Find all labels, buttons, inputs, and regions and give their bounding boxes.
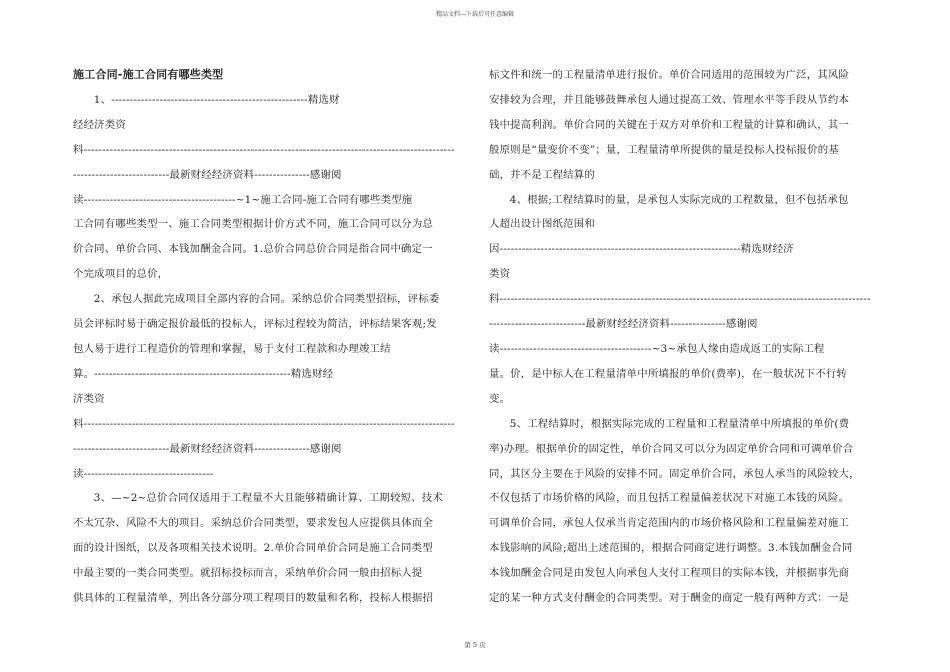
paragraph-2-line: 包人易于进行工程造价的管理和掌握，易于支付工程款和办理竣工结 xyxy=(73,342,391,355)
paragraph-5-line: 同，其区分主要在于风险的安排不同。固定单价合同，承包人承当的风险较大， xyxy=(489,467,860,480)
paragraph-2-line: 算。-----------------------------------------------------精选财经 xyxy=(73,367,334,380)
paragraph-4-line: 读-----------------------------------------~3~承包人缘由造成返工的实际工程 xyxy=(489,342,825,355)
paragraph-3-line: 钱中提高利润。单价合同的关键在于双方对单价和工程量的计算和确认，其一 xyxy=(489,118,850,131)
paragraph-4-line: 因-----------------------------------------------------------------精选财经济 xyxy=(489,243,794,256)
paragraph-5-line: 本钱加酬金合同是由发包人向承包人支付工程项目的实际本钱，并根据事先商 xyxy=(489,567,850,580)
paragraph-1-line: 1、-----------------------------------------------------精选财 xyxy=(93,93,340,106)
paragraph-3-line: 中最主要的一类合同类型。就招标投标而言，采纳单价合同一般由招标人提 xyxy=(73,567,423,580)
paragraph-4-line: 类资 xyxy=(489,268,511,281)
paragraph-1-line: 价合同、单价合同、本钱加酬金合同。1.总价合同总价合同是指合同中确定一 xyxy=(73,243,433,256)
left-column xyxy=(73,63,458,611)
paragraph-3-line: 不太冗杂、风险不大的项目。采纳总价合同类型，要求发包人应提供具体而全 xyxy=(73,517,434,530)
paragraph-2-line: 2、承包人据此完成项目全部内容的合同。采纳总价合同类型招标，评标委 xyxy=(93,293,440,306)
paragraph-3-line: 面的设计图纸，以及各项相关技术说明。2.单价合同单价合同是施工合同类型 xyxy=(73,542,433,555)
paragraph-3-line: 安排较为合理，并且能够鼓舞承包人通过提高工效、管理水平等手段从节约本 xyxy=(489,93,850,106)
paragraph-1-line: 个完成项目的总价， xyxy=(73,268,169,281)
paragraph-5-line: 率)办理。根据单价的固定性，单价合同又可以分为固定单价合同和可调单价合 xyxy=(489,442,854,455)
paragraph-5-line: 定的某一种方式支付酬金的合同类型。对于酬金的商定一般有两种方式：一是 xyxy=(489,592,850,605)
paragraph-4-line: 人超出设计图纸范围和 xyxy=(489,218,595,231)
paragraph-2-line: 读----------------------------------- xyxy=(73,467,214,480)
paragraph-5-line: 可调单价合同，承包人仅承当肯定范围内的市场价格风险和工程量偏差对施工 xyxy=(489,517,850,530)
paragraph-2-line: 料---------------------------------------------------------------------------------------------------- xyxy=(73,417,455,430)
paragraph-4-line: 量。价，是中标人在工程量清单中所填报的单价(费率)，在一般状况下不行转 xyxy=(489,367,847,380)
paragraph-1-line: --------------------------最新财经经济资料---------------感谢阅 xyxy=(73,168,342,181)
paragraph-2-line: 济类资 xyxy=(73,392,105,405)
document-title: 施工合同-施工合同有哪些类型 xyxy=(73,68,224,81)
paragraph-5-line: 本钱影响的风险;超出上述范围的，根据合同商定进行调整。3.本钱加酬金合同 xyxy=(489,542,853,555)
paragraph-3-line: 般原则是“量变价不变”；量，工程量清单所提供的量是投标人投标报价的基 xyxy=(489,143,839,156)
paragraph-2-line: 员会评标时易于确定报价最低的投标人，评标过程较为简洁，评标结果客观;发 xyxy=(73,318,437,331)
page-header: 精品文档---下载后可任意编辑 xyxy=(435,11,515,18)
paragraph-4-line: 变。 xyxy=(489,392,511,405)
right-column xyxy=(489,63,875,611)
page-number: 第 5 页 xyxy=(464,641,486,649)
paragraph-4-line: --------------------------最新财经经济资料---------------感谢阅 xyxy=(489,318,758,331)
paragraph-5-line: 不仅包括了市场价格的风险，而且包括工程量偏差状况下对施工本钱的风险。 xyxy=(489,492,850,505)
paragraph-3-line: 供具体的工程量清单，列出各分部分项工程项目的数量和名称，投标人根据招 xyxy=(73,592,434,605)
paragraph-1-line: 经经济类资 xyxy=(73,118,126,131)
paragraph-1-line: 工合同有哪些类型一、施工合同类型根据计价方式不同，施工合同可以分为总 xyxy=(73,218,434,231)
paragraph-1-line: 读-----------------------------------------~1~施工合同-施工合同有哪些类型施 xyxy=(73,193,413,206)
paragraph-5-line: 5、工程结算时，根据实际完成的工程量和工程量清单中所填报的单价(费 xyxy=(509,417,850,430)
paragraph-1-line: 料---------------------------------------------------------------------------------------------------- xyxy=(73,143,455,156)
paragraph-3-line: 础，并不是工程结算的 xyxy=(489,168,595,181)
paragraph-4-line: 4、根据;工程结算时的量，是承包人实际完成的工程数量，但不包括承包 xyxy=(509,193,849,206)
paragraph-4-line: 料---------------------------------------------------------------------------------------------------- xyxy=(489,293,871,306)
paragraph-3-line: 3、—~2~总价合同仅适用于工程量不大且能够精确计算、工期较短、技术 xyxy=(93,492,443,505)
paragraph-2-line: --------------------------最新财经经济资料---------------感谢阅 xyxy=(73,442,342,455)
paragraph-3-line: 标文件和统一的工程量清单进行报价。单价合同适用的范围较为广泛，其风险 xyxy=(489,69,850,81)
